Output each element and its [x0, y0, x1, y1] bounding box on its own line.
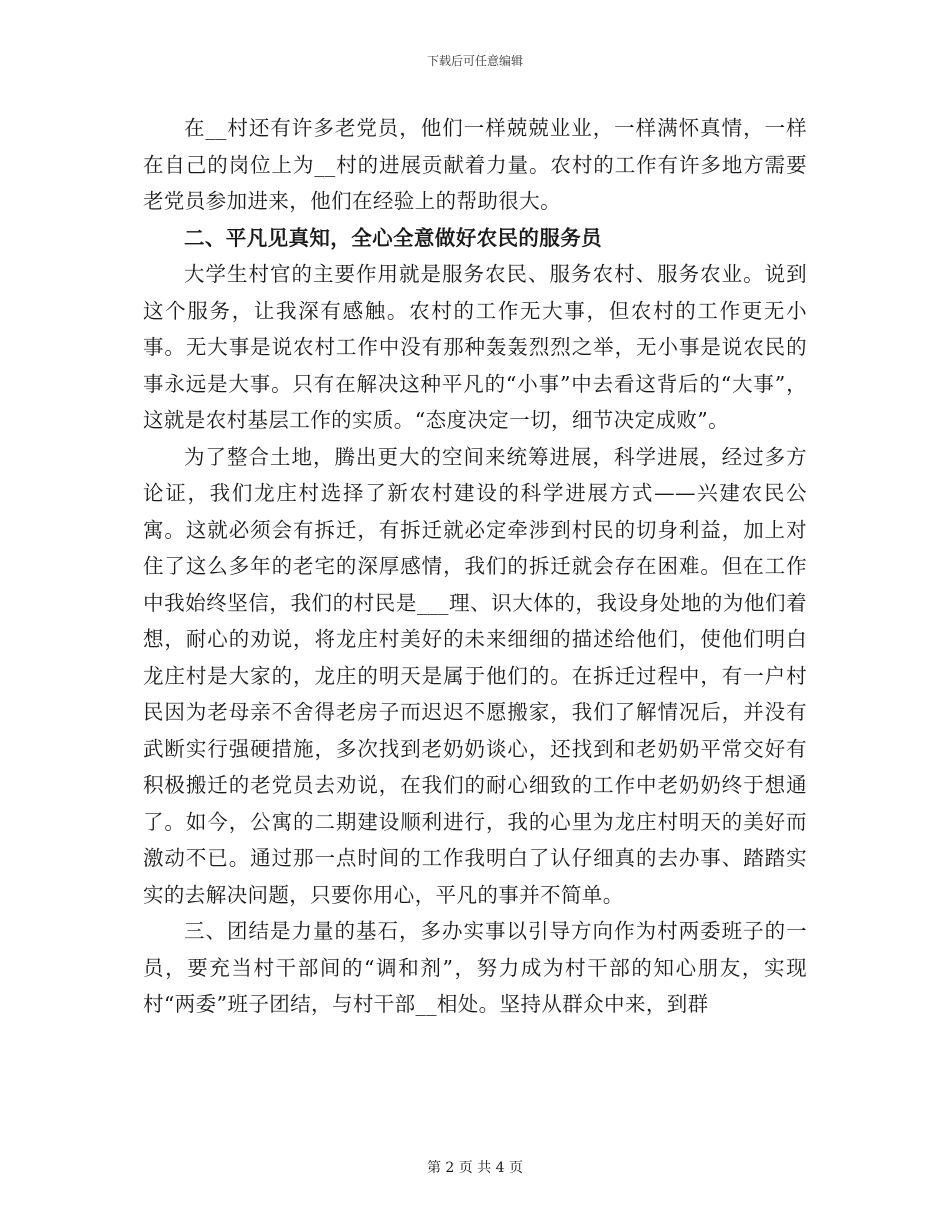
document-body: [143, 110, 807, 1023]
page-header: 下载后可任意编辑: [426, 54, 523, 68]
page-number: 第 2 页 共 4 页: [426, 1160, 524, 1176]
paragraph-3: 为了整合土地，腾出更大的空间来统筹进展，科学进展，经过多方论证，我们龙庄村选择了新农村建设的科学进展方式——兴建农民公寓。这就必须会有拆迁，有拆迁就必定牵涉到村民的切身利益，加上对住了这么多年的老宅的深厚感情，我们的拆迁就会存在困难。但在工作中我始终坚信，我们的村民是___理、识大体的，我设身处地的为他们着想，耐心的劝说，将龙庄村美好的未来细细的描述给他们，使他们明白龙庄村是大家的，龙庄的明天是属于他们的。在拆迁过程中，有一户村民因为老母亲不舍得老房子而迟迟不愿搬家，我们了解情况后，并没有武断实行强硬措施，多次找到老奶奶谈心，还找到和老奶奶平常交好有积极搬迁的老党员去劝说，在我们的耐心细致的工作中老奶奶终于想通了。如今，公寓的二期建设顺利进行，我的心里为龙庄村明天的美好而激动不已。通过那一点时间的工作我明白了认仔细真的去办事、踏踏实实的去解决问题，只要你用心，平凡的事并不简单。: [143, 444, 807, 907]
section-heading-2: 二、平凡见真知，全心全意做好农民的服务员: [184, 225, 602, 250]
paragraph-2: 大学生村官的主要作用就是服务农民、服务农村、服务农业。说到这个服务，让我深有感触。农村的工作无大事，但农村的工作更无小事。无大事是说农村工作中没有那种轰轰烈烈之举，无小事是说农民的事永远是大事。只有在解决这种平凡的“小事”中去看这背后的“大事”，这就是农村基层工作的实质。“态度决定一切，细节决定成败”。: [143, 262, 807, 432]
paragraph-4: 三、团结是力量的基石，多办实事以引导方向作为村两委班子的一员，要充当村干部间的“调和剂”，努力成为村干部的知心朋友，实现村“两委”班子团结，与村干部__相处。坚持从群众中来，到群: [143, 919, 807, 1016]
paragraph-1: 在__村还有许多老党员，他们一样兢兢业业，一样满怀真情，一样在自己的岗位上为__村的进展贡献着力量。农村的工作有许多地方需要老党员参加进来，他们在经验上的帮助很大。: [143, 116, 807, 213]
